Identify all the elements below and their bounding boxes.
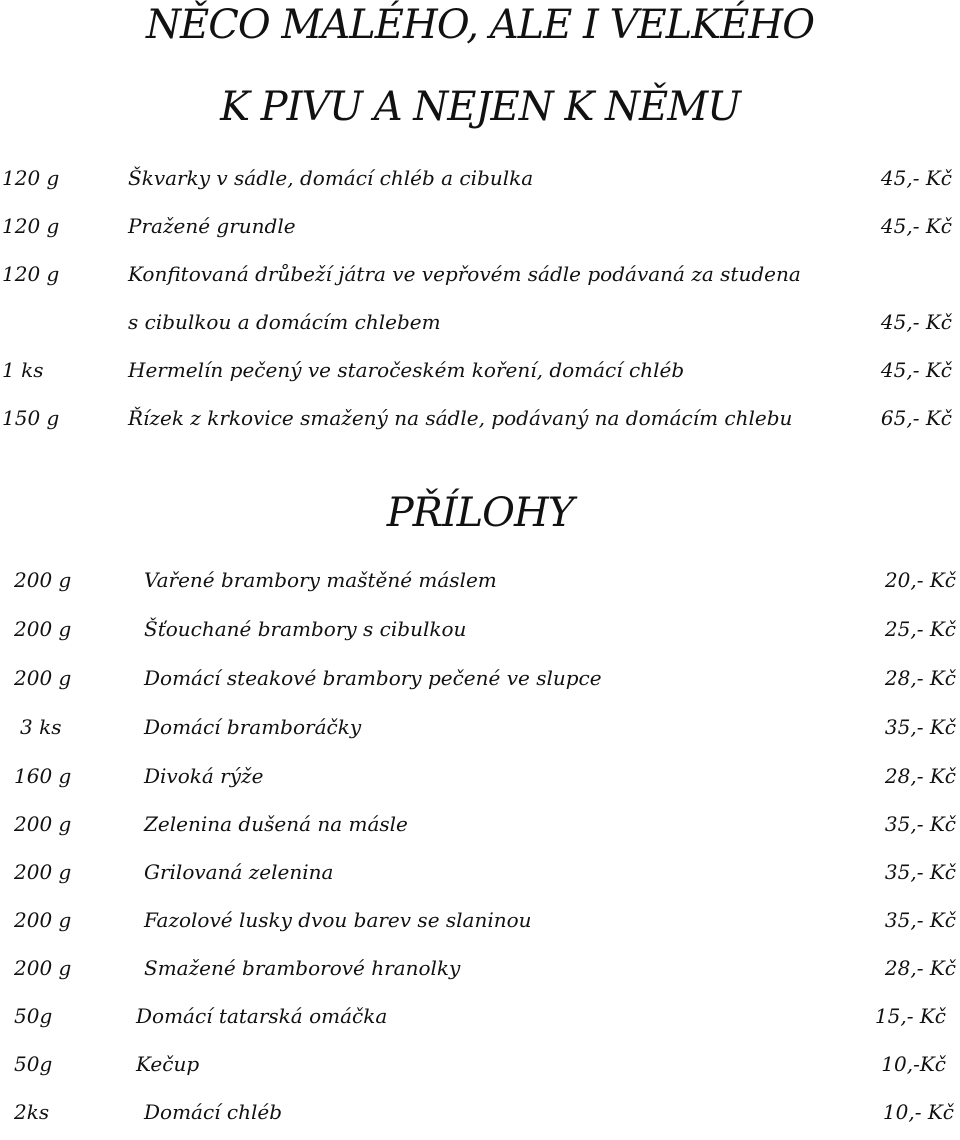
item-price: 15,- Kč: [874, 1004, 946, 1028]
item-name: Domácí tatarská omáčka: [136, 1004, 388, 1028]
menu-item: [0, 262, 960, 302]
item-name: Grilovaná zelenina: [144, 860, 334, 884]
item-name: Domácí bramboráčky: [144, 715, 362, 739]
item-name: Kečup: [136, 1052, 200, 1076]
item-quantity: 200 g: [14, 908, 72, 932]
item-price: 35,- Kč: [884, 860, 956, 884]
item-name: Domácí chléb: [144, 1100, 283, 1124]
item-name: Hermelín pečený ve staročeském koření, domácí chléb: [128, 358, 685, 382]
item-quantity: 1 ks: [2, 358, 44, 382]
item-name: Řízek z krkovice smažený na sádle, podávaný na domácím chlebu: [128, 406, 793, 430]
item-quantity: 200 g: [14, 860, 72, 884]
menu-item: [0, 956, 960, 996]
item-name: Zelenina dušená na másle: [144, 812, 408, 836]
menu-item-continuation: [0, 310, 960, 350]
item-price: 10,-Kč: [881, 1052, 946, 1076]
menu-item: [0, 617, 960, 657]
item-name: Pražené grundle: [128, 214, 296, 238]
item-quantity: 50g: [14, 1004, 53, 1028]
item-quantity: 120 g: [2, 262, 60, 286]
menu-item: [0, 764, 960, 804]
item-quantity: 50g: [14, 1052, 53, 1076]
menu-title-line-2: K PIVU A NEJEN K NĚMU: [220, 84, 740, 130]
item-price: 45,- Kč: [880, 310, 952, 334]
menu-item: [0, 666, 960, 706]
item-price: 35,- Kč: [884, 812, 956, 836]
item-price: 10,- Kč: [882, 1100, 954, 1124]
item-price: 45,- Kč: [880, 214, 952, 238]
item-name: Smažené bramborové hranolky: [144, 956, 461, 980]
item-price: 28,- Kč: [884, 764, 956, 788]
menu-item: [0, 860, 960, 900]
item-name: s cibulkou a domácím chlebem: [128, 310, 441, 334]
item-quantity: 160 g: [14, 764, 72, 788]
item-quantity: 200 g: [14, 956, 72, 980]
menu-item: [0, 214, 960, 254]
item-name: Vařené brambory maštěné máslem: [144, 568, 497, 592]
item-name: Domácí steakové brambory pečené ve slupce: [144, 666, 602, 690]
section-heading-prilohy: PŘÍLOHY: [386, 490, 574, 536]
item-price: 45,- Kč: [880, 358, 952, 382]
item-price: 28,- Kč: [884, 666, 956, 690]
menu-item: [0, 1004, 960, 1044]
item-quantity: 200 g: [14, 812, 72, 836]
item-quantity: 200 g: [14, 666, 72, 690]
menu-item: [0, 908, 960, 948]
menu-item: [0, 1100, 960, 1140]
menu-item: [0, 358, 960, 398]
item-quantity: 200 g: [14, 617, 72, 641]
item-price: 20,- Kč: [884, 568, 956, 592]
item-name: Šťouchané brambory s cibulkou: [144, 617, 467, 641]
item-name: Fazolové lusky dvou barev se slaninou: [144, 908, 532, 932]
menu-item: [0, 406, 960, 446]
item-quantity: 3 ks: [20, 715, 62, 739]
item-price: 35,- Kč: [884, 908, 956, 932]
item-quantity: 150 g: [2, 406, 60, 430]
item-name: Škvarky v sádle, domácí chléb a cibulka: [128, 166, 534, 190]
menu-title-line-1: NĚCO MALÉHO, ALE I VELKÉHO: [146, 2, 814, 48]
item-quantity: 120 g: [2, 214, 60, 238]
menu-item: [0, 812, 960, 852]
item-quantity: 2ks: [14, 1100, 50, 1124]
menu-item: [0, 166, 960, 206]
item-price: 45,- Kč: [880, 166, 952, 190]
item-price: 35,- Kč: [884, 715, 956, 739]
item-name: Konfitovaná drůbeží játra ve vepřovém sádle podávaná za studena: [128, 262, 801, 286]
menu-item: [0, 1052, 960, 1092]
item-name: Divoká rýže: [144, 764, 264, 788]
item-quantity: 200 g: [14, 568, 72, 592]
menu-item: [0, 715, 960, 755]
item-price: 28,- Kč: [884, 956, 956, 980]
item-price: 65,- Kč: [880, 406, 952, 430]
menu-item: [0, 568, 960, 608]
item-price: 25,- Kč: [884, 617, 956, 641]
item-quantity: 120 g: [2, 166, 60, 190]
